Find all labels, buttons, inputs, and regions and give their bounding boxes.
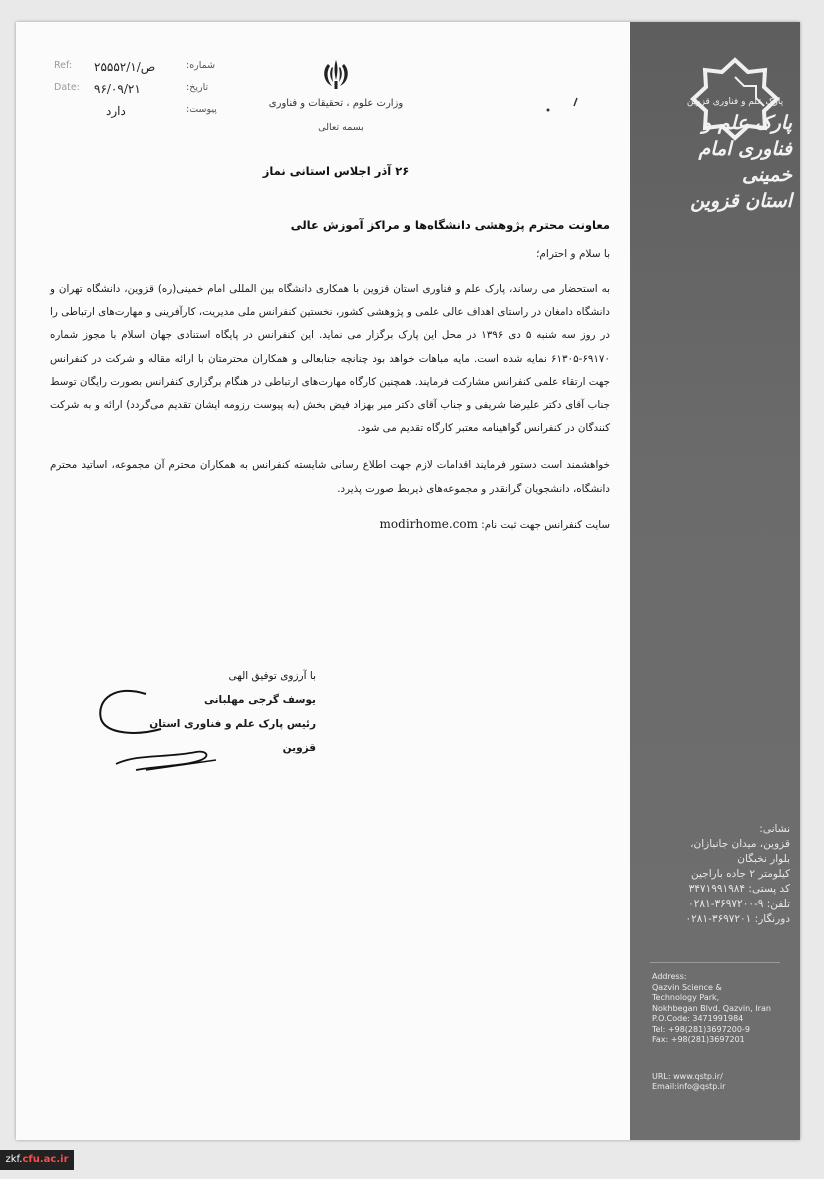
bismillah: بسمه تعالی — [318, 122, 364, 133]
address-fa-label: نشانی: — [759, 823, 790, 835]
ref-label-fa: شماره: — [186, 60, 216, 71]
registration-site — [50, 513, 610, 537]
source-watermark — [0, 1150, 74, 1170]
site-label: سایت کنفرانس جهت ثبت نام: — [481, 518, 610, 531]
postal-code-fa: کد پستی: ۳۴۷۱۹۹۱۹۸۴ — [688, 883, 790, 895]
signer-position: رئیس پارک علم و فناوری استان قزوین — [149, 718, 316, 754]
address-en-line-1: Qazvin Science & — [652, 982, 722, 992]
address-fa-line-3: کیلومتر ۲ جاده باراجین — [691, 868, 790, 880]
attachment-row — [46, 104, 216, 126]
email-en[interactable]: Email:info@qstp.ir — [652, 1082, 726, 1091]
ref-label-en: Ref: — [54, 60, 73, 71]
url-en[interactable]: URL: www.qstp.ir/ — [652, 1071, 723, 1081]
address-english — [652, 972, 792, 1093]
attachment-value: دارد — [106, 104, 126, 118]
address-persian — [640, 822, 790, 927]
site-url: modirhome.com — [379, 516, 478, 531]
letter-page — [16, 22, 800, 1140]
address-en-label: Address: — [652, 972, 687, 981]
iran-emblem-icon — [318, 58, 354, 92]
postal-code-en: P.O.Code: 3471991984 — [652, 1014, 744, 1023]
signer-name: یوسف گرجی مهلبانی — [203, 694, 316, 706]
body-paragraph-1: به استحضار می رساند، پارک علم و فناوری استان قزوین با همکاری دانشگاه بین المللی امام خمینی(ره) قزوین، دانشگاه تهران و دانشگاه دامغان در راستای اهداف عالی علمی و پژوهشی کشور، نخستین کنفرانس ملی مدیریت، کارآفرینی و مهارت‌های ارتباطی را در روز سه شنبه ۵ دی ۱۳۹۶ در محل این پارک برگزار می نماید. این کنفرانس در پایگاه استنادی جهان اسلام با مجوز شماره ۶۹۱۷۰-۶۱۳۰۵ نمایه شده است. مایه مباهات خواهد بود چنانچه جنابعالی و همکاران محترمتان با ارائه مقاله و شرکت در کنفرانس جهت ارتقاء علمی کنفرانس مشارکت فرمایند. همچنین کارگاه مهارت‌های ارتباطی در هنگام برگزاری کنفرانس بصورت رایگان توسط جناب آقای دکتر علیرضا شریفی و جناب آقای دکتر میر بهزاد فیض بخش (به پیوست رزومه ایشان تقدیم می‌گردد) ارائه و به شرکت کنندگان در کنفرانس گواهینامه معتبر کارگاه تقدیم می شود. — [50, 283, 610, 435]
address-fa-line-2: بلوار نخبگان — [737, 853, 790, 865]
attachment-label-fa: پیوست: — [186, 104, 217, 115]
fax-en: Fax: +98(281)3697201 — [652, 1035, 745, 1044]
date-row — [46, 82, 216, 104]
pen-mark-icon — [544, 88, 584, 118]
letter-metadata — [46, 60, 216, 126]
date-label-fa: تاریخ: — [186, 82, 209, 93]
tel-en: Tel: +98(281)3697200-9 — [652, 1024, 750, 1034]
address-en-line-2: Technology Park, — [652, 993, 720, 1002]
park-name — [642, 110, 792, 214]
closing-wish: با آرزوی توفیق الهی — [228, 670, 316, 682]
watermark-prefix: zkf. — [5, 1154, 23, 1165]
letter-body — [50, 278, 610, 537]
watermark-suffix: cfu.ac.ir — [22, 1154, 69, 1165]
tel-fa: تلفن: ۹-۳۶۹۷۲۰۰-۰۲۸۱ — [688, 898, 790, 910]
ministry-name: وزارت علوم ، تحقیقات و فناوری — [268, 98, 404, 109]
letterhead-sidebar — [630, 22, 800, 1140]
logo-text: پارک علم و فناوری قزوین — [686, 97, 784, 107]
park-name-line-2: استان قزوین — [690, 190, 792, 212]
letter-recipient: معاونت محترم پژوهشی دانشگاه‌ها و مراکز آموزش عالی — [290, 218, 610, 232]
date-label-en: Date: — [54, 82, 80, 93]
address-fa-line-1: قزوین، میدان جانبازان، — [690, 838, 790, 850]
ref-row — [46, 60, 216, 82]
letter-title: ۲۶ آذر اجلاس استانی نماز — [262, 164, 410, 178]
park-name-line-1: پارک علم و فناوری امام خمینی — [698, 112, 792, 186]
letter-closing — [116, 664, 316, 760]
fax-fa: دورنگار: ۳۶۹۷۲۰۱-۰۲۸۱ — [685, 913, 790, 925]
sidebar-divider — [650, 962, 780, 963]
address-en-line-3: Nokhbegan Blvd, Qazvin, Iran — [652, 1003, 771, 1013]
body-paragraph-2: خواهشمند است دستور فرمایند اقدامات لازم جهت اطلاع رسانی شایسته کنفرانس به همکاران محترم آن مجموعه، اساتید محترم دانشگاه، دانشجویان گرانقدر و مجموعه‌های ذیربط صورت پذیرد. — [50, 459, 610, 495]
date-value: ۹۶/۰۹/۲۱ — [94, 82, 141, 96]
ref-value: ۲۵۵۵۲/ص/۱ — [94, 60, 156, 74]
letter-greeting: با سلام و احترام؛ — [536, 248, 610, 260]
